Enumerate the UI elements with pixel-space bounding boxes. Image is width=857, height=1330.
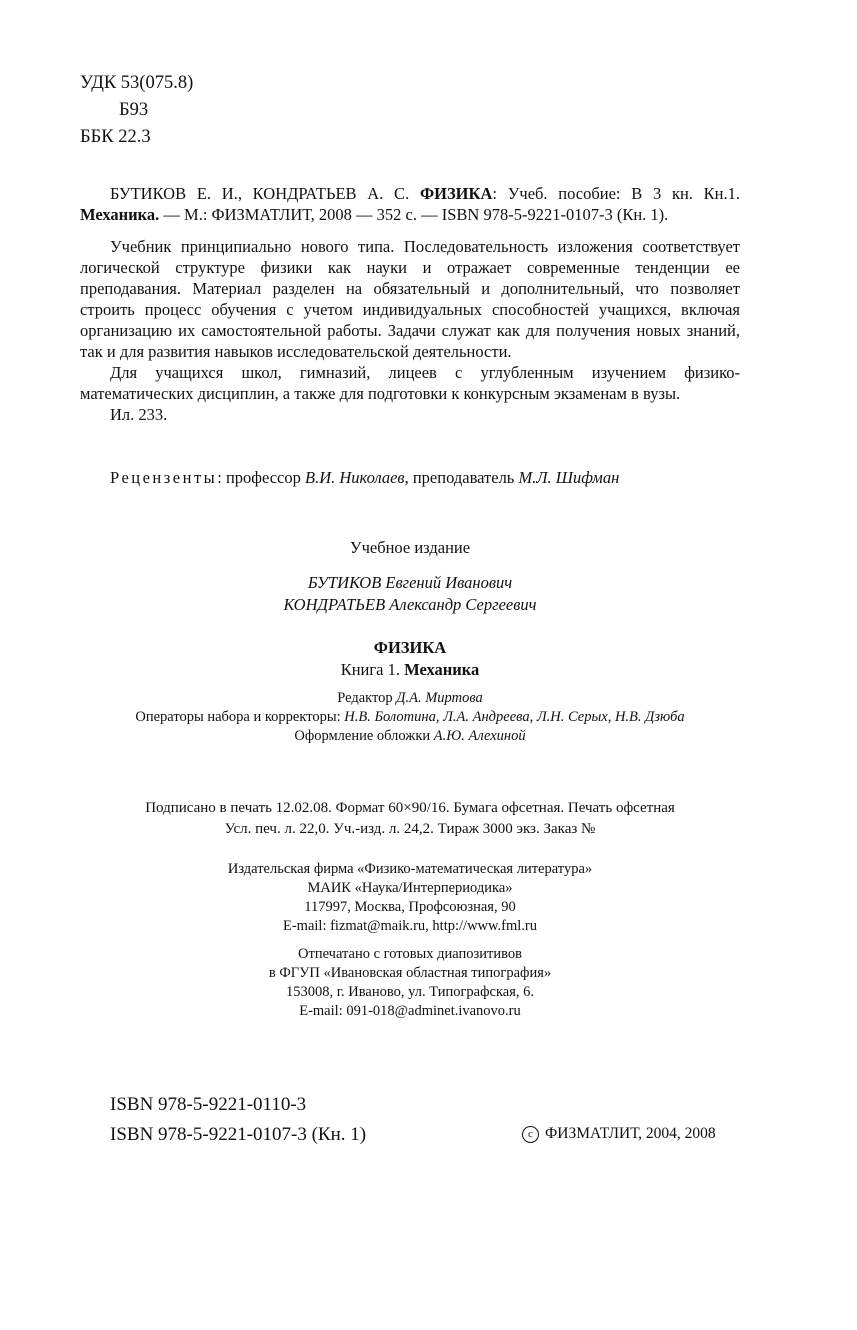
editor-name: Д.А. Миртова: [396, 690, 483, 706]
reviewers-label: Рецензенты: [110, 468, 218, 487]
printer-line: в ФГУП «Ивановская областная типография»: [268, 965, 552, 981]
bib-title: ФИЗИКА: [419, 184, 493, 203]
editorial-staff: [0, 689, 820, 746]
printing-line: Усл. печ. л. 22,0. Уч.-изд. л. 24,2. Тираж 3000 экз. Заказ №: [224, 821, 596, 837]
cover-designer: А.Ю. Алехиной: [433, 728, 526, 744]
bib-book: Механика.: [80, 205, 160, 224]
udk-code: УДК 53(075.8): [80, 73, 194, 93]
reviewer-role: : профессор: [217, 468, 305, 487]
reviewer-name: В.И. Николаев: [304, 468, 405, 487]
author-mark: Б93: [119, 100, 149, 120]
bib-imprint: — М.: ФИЗМАТЛИТ, 2008 — 352 с. — ISBN 978-5-9221-0107-3 (Кн. 1).: [159, 205, 669, 224]
author-name: КОНДРАТЬЕВ Александр Сергеевич: [283, 595, 537, 614]
printer-email: E-mail: 091-018@adminet.ivanovo.ru: [299, 1003, 521, 1019]
publisher-org: МАИК «Наука/Интерпериодика»: [307, 880, 513, 896]
book-title: Механика: [404, 660, 480, 679]
isbn-set: ISBN 978-5-9221-0110-3: [110, 1094, 307, 1115]
abstract-paragraph: Учебник принципиально нового типа. Последовательность изложения соответствует логической структуре физики как науки и отражает современные тенденции ее преподавания. Материал разделен на обязательный и дополнительный, что позволяет строить процесс обучения с учетом индивидуальных способностей учащихся, включая организацию их самостоятельной работы. Задачи служат как для получения новых знаний, так и для развития навыков исследовательской деятельности.: [80, 237, 740, 361]
editor-label: Редактор: [337, 690, 397, 706]
reviewer-role: , преподаватель: [404, 468, 519, 487]
bbk-code: ББК 22.3: [80, 127, 151, 147]
publisher-name: Издательская фирма «Физико-математическая литература»: [227, 861, 593, 877]
publisher-contacts: E-mail: fizmat@maik.ru, http://www.fml.ru: [282, 918, 538, 934]
copyright-icon: c: [522, 1126, 539, 1143]
printer-info: [0, 945, 820, 1021]
book-number: Книга 1.: [340, 660, 405, 679]
typesetters-label: Операторы набора и корректоры:: [135, 709, 345, 725]
edition-title: [0, 637, 820, 681]
printing-info: [0, 798, 820, 840]
illustrations-count: Ил. 233.: [110, 405, 168, 424]
author-name: БУТИКОВ Евгений Иванович: [307, 573, 513, 592]
printing-line: Подписано в печать 12.02.08. Формат 60×90/16. Бумага офсетная. Печать офсетная: [145, 800, 675, 816]
reviewer-name: М.Л. Шифман: [518, 468, 620, 487]
book-series-title: ФИЗИКА: [373, 638, 447, 657]
bib-authors: БУТИКОВ Е. И., КОНДРАТЬЕВ А. С.: [110, 184, 410, 203]
abstract-paragraph: Для учащихся школ, гимназий, лицеев с углубленным изучением физико-математических дисциплин, а также для подготовки к конкурсным экзаменам в вузы.: [80, 363, 740, 403]
edition-type: Учебное издание: [349, 538, 471, 557]
edition-authors: [0, 572, 820, 616]
reviewers: [80, 467, 740, 489]
isbn-block: [110, 1090, 366, 1150]
publisher-info: [0, 860, 820, 936]
copyright-text: ФИЗМАТЛИТ, 2004, 2008: [545, 1125, 716, 1142]
classification-codes: [80, 70, 193, 151]
copyright: [522, 1125, 716, 1143]
cover-label: Оформление обложки: [294, 728, 434, 744]
printer-address: 153008, г. Иваново, ул. Типографская, 6.: [285, 984, 534, 1000]
isbn-book: ISBN 978-5-9221-0107-3 (Кн. 1): [110, 1124, 367, 1145]
publisher-address: 117997, Москва, Профсоюзная, 90: [304, 899, 516, 915]
printer-line: Отпечатано с готовых диапозитивов: [298, 946, 522, 962]
typesetters-names: Н.В. Болотина, Л.А. Андреева, Л.Н. Серых, Н.В. Дзюба: [344, 709, 685, 725]
bibliographic-record: [80, 183, 740, 225]
bib-desc: : Учеб. пособие: В 3 кн. Кн.1.: [492, 184, 741, 203]
abstract: [80, 236, 740, 425]
